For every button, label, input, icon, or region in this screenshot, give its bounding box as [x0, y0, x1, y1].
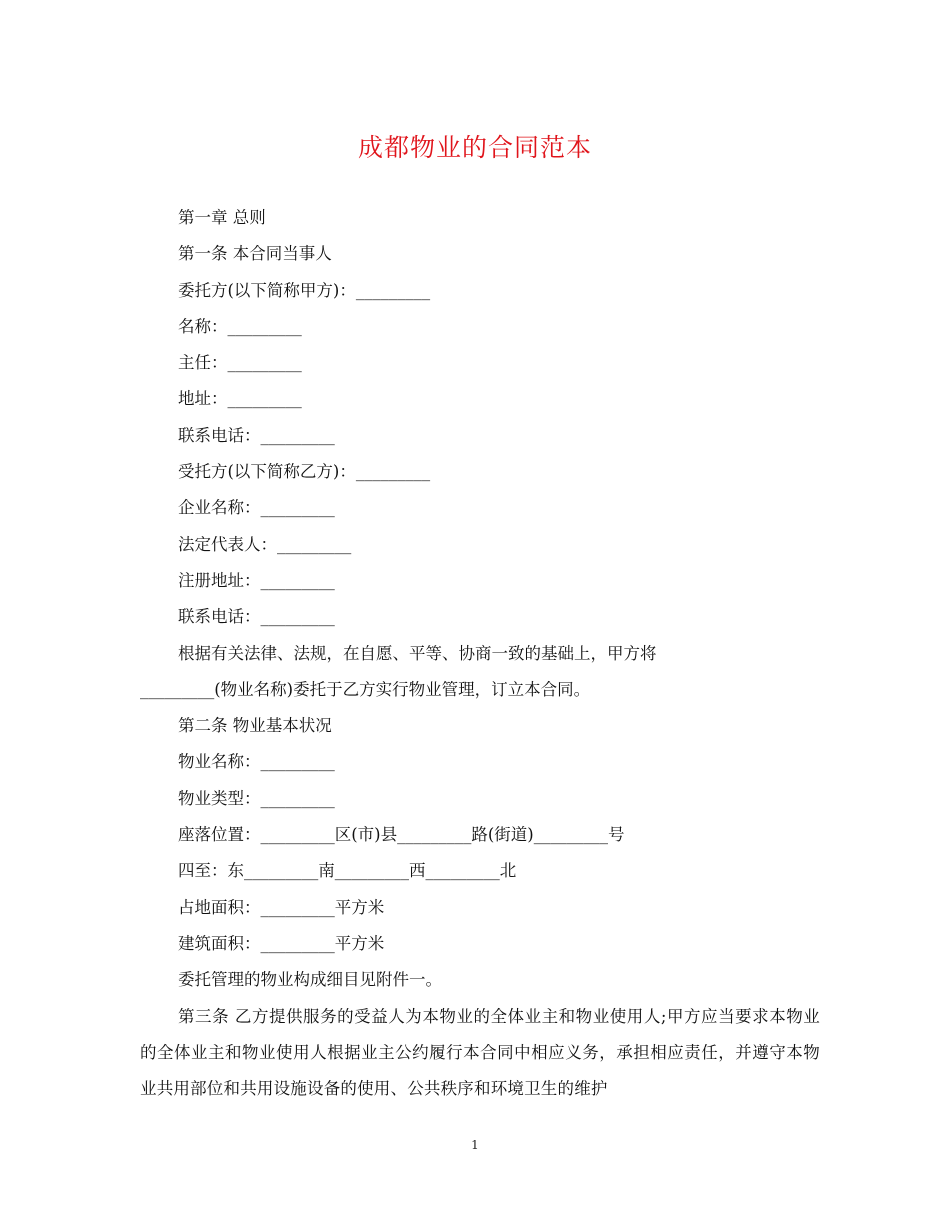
text-line: 受托方(以下简称乙方)：_________	[178, 462, 431, 482]
text-line: 注册地址：_________	[178, 570, 335, 590]
text-line: 地址：_________	[178, 389, 302, 409]
article-paragraph: 第三条 乙方提供服务的受益人为本物业的全体业主和物业使用人;甲方应当要求本物业的全体业主和物业使用人根据业主公约履行本合同中相应义务，承担相应责任，并遵守本物业共用部位和共用设施设备的使用、公共秩序和环境卫生的维护	[140, 1006, 820, 1099]
chapter-heading: 第一章 总则	[178, 208, 266, 227]
text-line: 座落位置：_________区(市)县_________路(街道)_________号	[178, 825, 625, 845]
text-line: 物业名称：_________	[178, 752, 335, 772]
text-line: 委托方(以下简称甲方)：_________	[178, 280, 431, 300]
article-heading: 第二条 物业基本状况	[178, 716, 332, 736]
text-line: 名称：_________	[178, 316, 302, 336]
text-line: 联系电话：_________	[178, 607, 335, 627]
page-number: 1	[471, 1138, 479, 1152]
text-line: 建筑面积：_________平方米	[178, 933, 385, 953]
text-line: 根据有关法律、法规，在自愿、平等、协商一致的基础上，甲方将	[178, 643, 657, 663]
document-title: 成都物业的合同范本	[357, 133, 592, 162]
text-line: 占地面积：_________平方米	[178, 897, 385, 917]
article-heading: 第一条 本合同当事人	[178, 244, 332, 264]
text-line: 企业名称：_________	[178, 498, 335, 518]
text-line: _________(物业名称)委托于乙方实行物业管理，订立本合同。	[140, 679, 591, 699]
text-line: 物业类型：_________	[178, 788, 335, 808]
text-line: 联系电话：_________	[178, 425, 335, 445]
text-line: 主任：_________	[178, 353, 302, 373]
text-line: 法定代表人：_________	[178, 534, 352, 554]
text-line: 委托管理的物业构成细目见附件一。	[178, 970, 442, 990]
document-body	[140, 200, 820, 1107]
text-line: 四至：东_________南_________西_________北	[178, 861, 517, 881]
